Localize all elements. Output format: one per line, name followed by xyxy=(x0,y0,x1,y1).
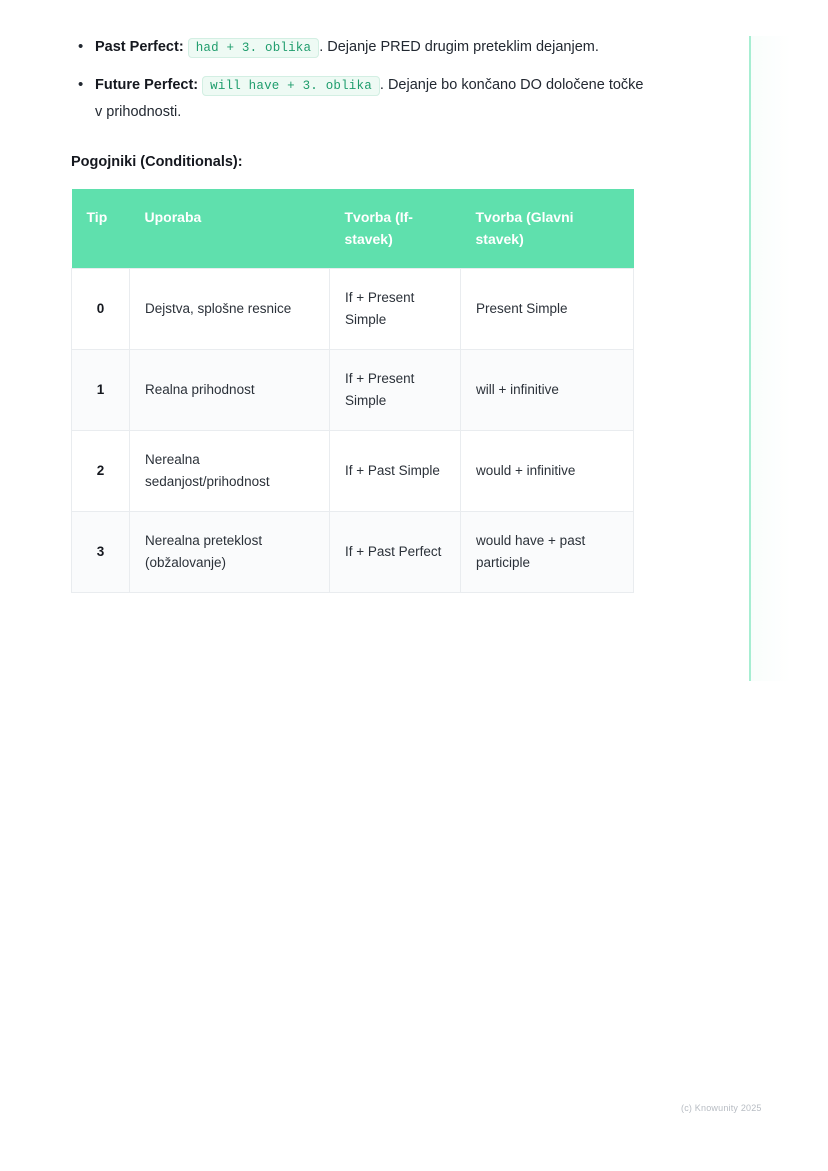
cell-uporaba: Nerealna sedanjost/prihodnost xyxy=(130,431,330,512)
table-header-row xyxy=(72,189,634,269)
table-row xyxy=(72,269,634,350)
list-item xyxy=(93,72,651,125)
cell-main-clause: would + infinitive xyxy=(461,431,634,512)
cell-uporaba: Nerealna preteklost (obžalovanje) xyxy=(130,512,330,593)
section-heading: Pogojniki (Conditionals): xyxy=(71,154,243,170)
cell-tip: 0 xyxy=(72,269,130,350)
table-row xyxy=(72,431,634,512)
cell-main-clause: Present Simple xyxy=(461,269,634,350)
document-content xyxy=(71,34,651,593)
conditionals-table xyxy=(71,189,634,593)
table-header-if-clause: Tvorba (If-stavek) xyxy=(330,189,461,269)
table-header-main-clause: Tvorba (Glavni stavek) xyxy=(461,189,634,269)
table-row xyxy=(72,512,634,593)
cell-tip: 2 xyxy=(72,431,130,512)
bullet-text: . Dejanje PRED drugim preteklim dejanjem. xyxy=(319,39,599,55)
table-row xyxy=(72,350,634,431)
table-header xyxy=(72,189,634,269)
cell-tip: 3 xyxy=(72,512,130,593)
cell-uporaba: Realna prihodnost xyxy=(130,350,330,431)
code-snippet: will have + 3. oblika xyxy=(202,76,380,96)
bullet-text: . Dejanje bo končano DO določene točke v prihodnosti. xyxy=(95,77,644,120)
cell-if-clause: If + Present Simple xyxy=(330,269,461,350)
bullet-label: Past Perfect: xyxy=(95,39,184,55)
cell-if-clause: If + Past Simple xyxy=(330,431,461,512)
cell-main-clause: will + infinitive xyxy=(461,350,634,431)
cell-uporaba: Dejstva, splošne resnice xyxy=(130,269,330,350)
cell-main-clause: would have + past participle xyxy=(461,512,634,593)
tense-bullet-list xyxy=(71,34,651,125)
cell-tip: 1 xyxy=(72,350,130,431)
decorative-side-strip xyxy=(749,36,791,681)
table-header-tip: Tip xyxy=(72,189,130,269)
table-body xyxy=(72,269,634,593)
cell-if-clause: If + Past Perfect xyxy=(330,512,461,593)
cell-if-clause: If + Present Simple xyxy=(330,350,461,431)
list-item xyxy=(93,34,651,61)
code-snippet: had + 3. oblika xyxy=(188,38,320,58)
table-header-uporaba: Uporaba xyxy=(130,189,330,269)
page-footer-copyright: (c) Knowunity 2025 xyxy=(681,1103,762,1113)
bullet-label: Future Perfect: xyxy=(95,77,199,93)
